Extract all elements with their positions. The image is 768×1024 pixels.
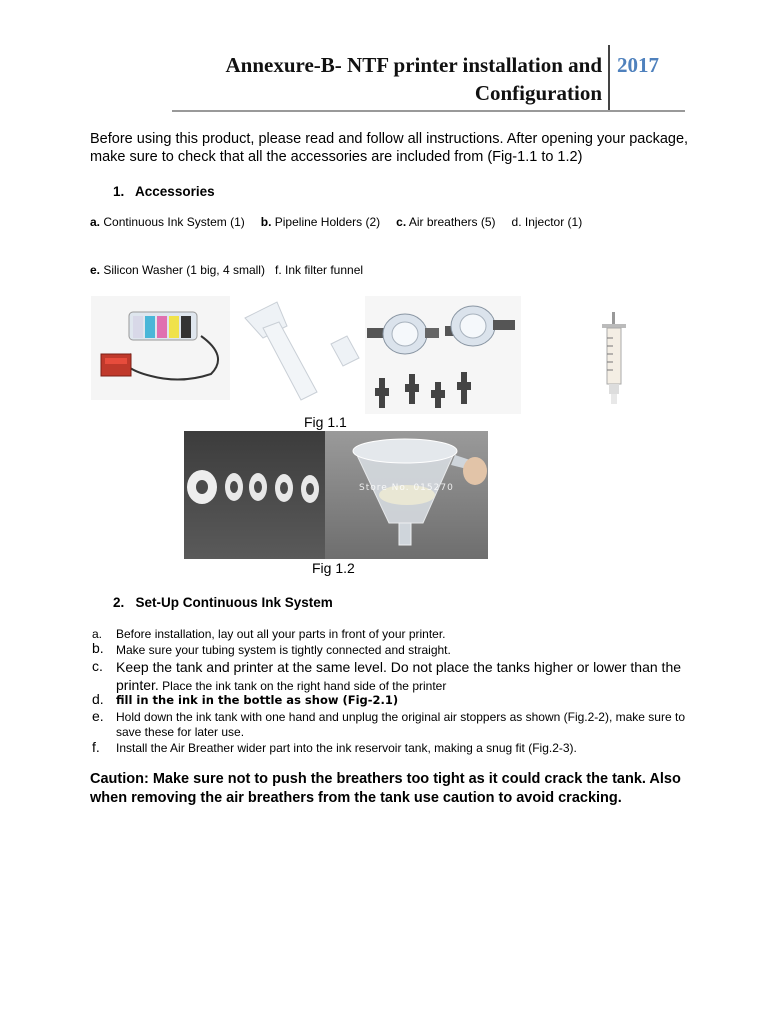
funnel-watermark: Store No. 015270 (359, 483, 454, 493)
air-breathers-image (365, 296, 521, 414)
accessory-d-label: d. Injector (1) (511, 215, 583, 229)
step-c-marker: c. (92, 658, 103, 674)
accessory-c-label: Air breathers (5) (406, 215, 496, 229)
injector-syringe-image (596, 312, 632, 406)
accessory-f-label: f. Ink filter funnel (274, 263, 364, 277)
accessory-b-label: Pipeline Holders (2) (271, 215, 381, 229)
section-1-heading (113, 184, 215, 199)
step-d-text: fill in the ink in the bottle as show (Fig-2.1) (116, 693, 399, 707)
step-e-text: Hold down the ink tank with one hand and unplug the original air stoppers as shown (Fig.2-2), make sure to save these for later use. (116, 710, 685, 739)
step-e-marker: e. (92, 708, 104, 724)
section-2-title: Set-Up Continuous Ink System (135, 595, 333, 610)
step-c-text-note: Place the ink tank on the right hand side of the printer (158, 679, 447, 693)
ink-filter-funnel-image (325, 431, 488, 559)
accessory-a-label: Continuous Ink System (1) (100, 215, 245, 229)
intro-paragraph: Before using this product, please read and follow all instructions. After opening your package, make sure to check that all the accessories are included from (Fig-1.1 to 1.2) (90, 131, 689, 165)
step-c-text-main: Keep the tank and printer at the same level. Do not place the tanks higher or lower than the printer. (116, 659, 682, 693)
pipeline-holders-image (235, 296, 360, 402)
step-b-marker: b. (92, 640, 104, 656)
step-f-marker: f. (92, 739, 100, 755)
accessory-e-label: Silicon Washer (1 big, 4 small) (100, 263, 265, 277)
figure-1-1-caption: Fig 1.1 (304, 414, 347, 430)
header-divider (608, 45, 610, 111)
step-a-marker: a. (92, 627, 103, 641)
silicon-washers-image (184, 431, 325, 559)
accessory-c-letter: c. (396, 215, 407, 229)
section-1-title: Accessories (135, 184, 215, 199)
step-b-text: Make sure your tubing system is tightly connected and straight. (116, 643, 451, 657)
document-title (150, 51, 602, 107)
continuous-ink-system-image (91, 296, 230, 400)
title-line-2: Configuration (474, 81, 602, 105)
header-rule (172, 110, 685, 112)
step-f-text: Install the Air Breather wider part into the ink reservoir tank, making a snug fit (Fig.2-3). (116, 741, 577, 755)
section-2-heading (113, 595, 333, 610)
step-a-text: Before installation, lay out all your parts in front of your printer. (116, 627, 446, 641)
caution-note: Caution: Make sure not to push the breathers too tight as it could crack the tank. Also when removing the air breathers from the tank use caution to avoid cracking. (90, 771, 681, 806)
accessory-a-letter: a. (90, 215, 101, 229)
title-line-1: Annexure-B- NTF printer installation and (225, 53, 602, 77)
accessories-row-2 (90, 263, 363, 277)
section-2-number: 2. (113, 595, 125, 610)
accessory-e-letter: e. (90, 263, 101, 277)
accessory-b-letter: b. (260, 215, 272, 229)
accessories-row-1 (90, 215, 582, 229)
figure-1-2-caption: Fig 1.2 (312, 560, 355, 576)
step-d-marker: d. (92, 691, 104, 707)
header-year: 2017 (617, 53, 659, 77)
section-1-number: 1. (113, 184, 125, 199)
